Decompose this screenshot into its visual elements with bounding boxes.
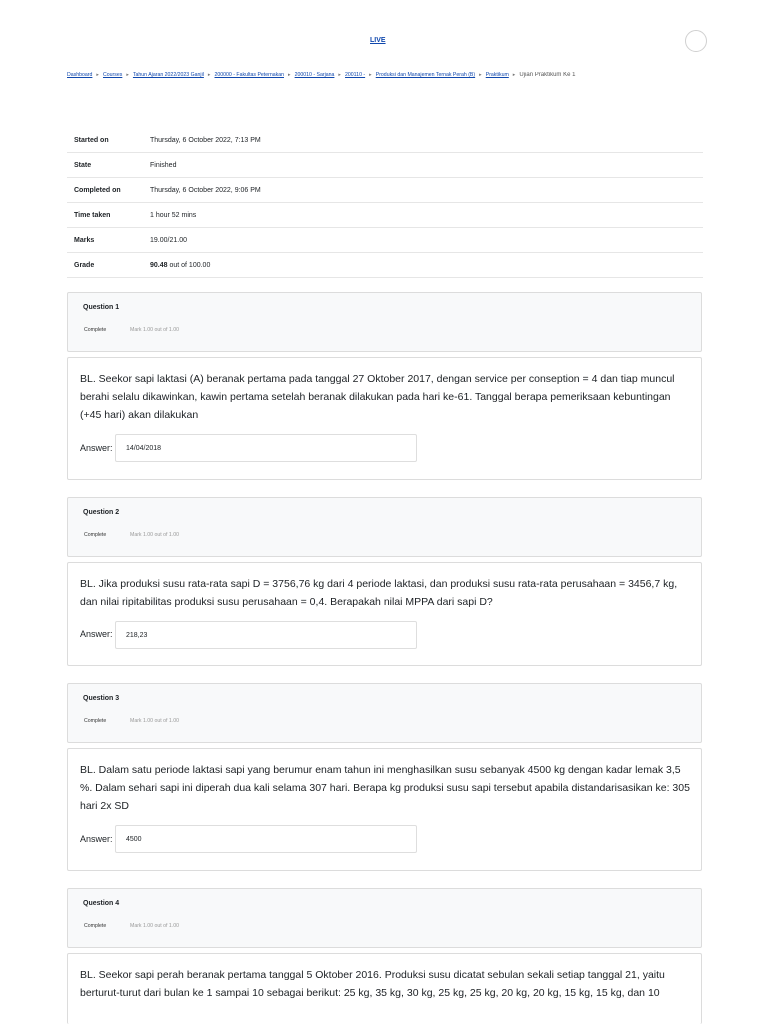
summary-value: Finished bbox=[150, 161, 177, 169]
question-content bbox=[67, 953, 702, 1024]
question-title: Question 1 bbox=[83, 304, 120, 311]
summary-label: Marks bbox=[74, 236, 95, 244]
summary-row bbox=[67, 253, 703, 278]
breadcrumb-separator: ▸ bbox=[126, 72, 129, 78]
summary-value: Thursday, 6 October 2022, 7:13 PM bbox=[150, 136, 261, 144]
question-status: Complete bbox=[84, 923, 107, 929]
question-status: Complete bbox=[84, 718, 107, 724]
breadcrumb-item-section[interactable]: Praktikum bbox=[485, 72, 509, 78]
summary-label: Completed on bbox=[74, 186, 121, 194]
breadcrumb-separator: ▸ bbox=[96, 72, 99, 78]
question-title: Question 2 bbox=[83, 509, 120, 516]
grade-value: 90.48 bbox=[150, 261, 168, 269]
breadcrumb-item-course[interactable]: Produksi dan Manajemen Ternak Perah (B) bbox=[375, 72, 476, 78]
question-text: BL. Seekor sapi laktasi (A) beranak pertama pada tanggal 27 Oktober 2017, dengan service per conseption = 4 dan tiap muncul berahi selalu dikawinkan, kawin pertama setelah beranak dilakukan pada hari ke-61. Tanggal berapa pemeriksaan kebuntingan (+45 hari) akan dilakukan bbox=[80, 373, 675, 421]
summary-row bbox=[67, 203, 703, 228]
breadcrumb-item-department[interactable]: 200110 - bbox=[345, 72, 366, 78]
question-title: Question 3 bbox=[83, 695, 120, 702]
question-mark: Mark 1.00 out of 1.00 bbox=[130, 532, 180, 538]
grade-out-of: out of 100.00 bbox=[167, 261, 211, 269]
answer-field[interactable]: 4500 bbox=[115, 825, 417, 853]
answer-label: Answer: bbox=[80, 834, 113, 844]
question-content bbox=[67, 562, 702, 666]
question-content bbox=[67, 357, 702, 480]
question-info bbox=[67, 888, 702, 948]
question-mark: Mark 1.00 out of 1.00 bbox=[130, 718, 180, 724]
question-status: Complete bbox=[84, 327, 107, 333]
question-status: Complete bbox=[84, 532, 107, 538]
summary-label: Time taken bbox=[74, 211, 111, 219]
question-text: BL. Dalam satu periode laktasi sapi yang berumur enam tahun ini menghasilkan susu sebanyak 4500 kg dengan kadar lemak 3,5 %. Dalam sehari sapi ini diperah dua kali selama 307 hari. Berapa kg produksi susu sapi tersebut apabila distandarisasikan ke: 305 hari 2x SD bbox=[80, 764, 690, 812]
attempt-summary-table bbox=[67, 128, 703, 278]
question-info bbox=[67, 497, 702, 557]
summary-label: State bbox=[74, 161, 92, 169]
breadcrumb-separator: ▸ bbox=[288, 72, 291, 78]
summary-value: 1 hour 52 mins bbox=[150, 211, 197, 219]
summary-label: Grade bbox=[74, 261, 95, 269]
breadcrumb bbox=[67, 72, 707, 78]
breadcrumb-separator: ▸ bbox=[207, 72, 211, 78]
live-link[interactable]: LIVE bbox=[370, 37, 386, 44]
question-mark: Mark 1.00 out of 1.00 bbox=[130, 923, 180, 929]
breadcrumb-item-dashboard[interactable]: Dashboard bbox=[67, 72, 93, 78]
question-info bbox=[67, 683, 702, 743]
breadcrumb-separator: ▸ bbox=[369, 72, 372, 78]
summary-value: 19.00/21.00 bbox=[150, 236, 187, 244]
breadcrumb-item-courses[interactable]: Courses bbox=[103, 72, 123, 78]
summary-row bbox=[67, 153, 703, 178]
question-mark: Mark 1.00 out of 1.00 bbox=[130, 327, 180, 333]
top-bar bbox=[0, 0, 768, 60]
question-text: BL. Seekor sapi perah beranak pertama tanggal 5 Oktober 2016. Produksi susu dicatat sebulan sekali setiap tanggal 21, yaitu berturut-turut dari bulan ke 1 sampai 10 sebagai berikut: 25 kg, 35 kg, 30 kg, 25 kg, 25 kg, 20 kg, 20 kg, 15 kg, 15 kg, dan 10 bbox=[80, 969, 665, 999]
breadcrumb-item-faculty[interactable]: 200000 - Fakultas Peternakan bbox=[214, 72, 284, 78]
breadcrumb-separator: ▸ bbox=[512, 72, 516, 78]
summary-row bbox=[67, 178, 703, 203]
answer-field[interactable]: 14/04/2018 bbox=[115, 434, 417, 462]
question-title: Question 4 bbox=[83, 900, 120, 907]
answer-label: Answer: bbox=[80, 629, 113, 639]
summary-label: Started on bbox=[74, 136, 109, 144]
summary-value bbox=[150, 253, 703, 278]
summary-row bbox=[67, 128, 703, 153]
breadcrumb-separator: ▸ bbox=[338, 72, 342, 78]
breadcrumb-item-year[interactable]: Tahun Ajaran 2022/2023 Ganjil bbox=[132, 72, 204, 78]
answer-label: Answer: bbox=[80, 443, 113, 453]
user-avatar-icon[interactable] bbox=[685, 30, 707, 52]
summary-row bbox=[67, 228, 703, 253]
summary-value: Thursday, 6 October 2022, 9:06 PM bbox=[150, 186, 261, 194]
breadcrumb-current: Ujian Praktikum Ke 1 bbox=[519, 72, 576, 78]
breadcrumb-separator: ▸ bbox=[479, 72, 482, 78]
answer-field[interactable]: 218,23 bbox=[115, 621, 417, 649]
question-content bbox=[67, 748, 702, 871]
breadcrumb-item-program[interactable]: 200010 - Sarjana bbox=[294, 72, 335, 78]
question-info bbox=[67, 292, 702, 352]
question-text: BL. Jika produksi susu rata-rata sapi D = 3756,76 kg dari 4 periode laktasi, dan produksi susu rata-rata perusahaan = 3456,7 kg, dan nilai ripitabilitas produksi susu perusahaan = 0,4. Berapakah nilai MPPA dari sapi D? bbox=[80, 578, 678, 608]
